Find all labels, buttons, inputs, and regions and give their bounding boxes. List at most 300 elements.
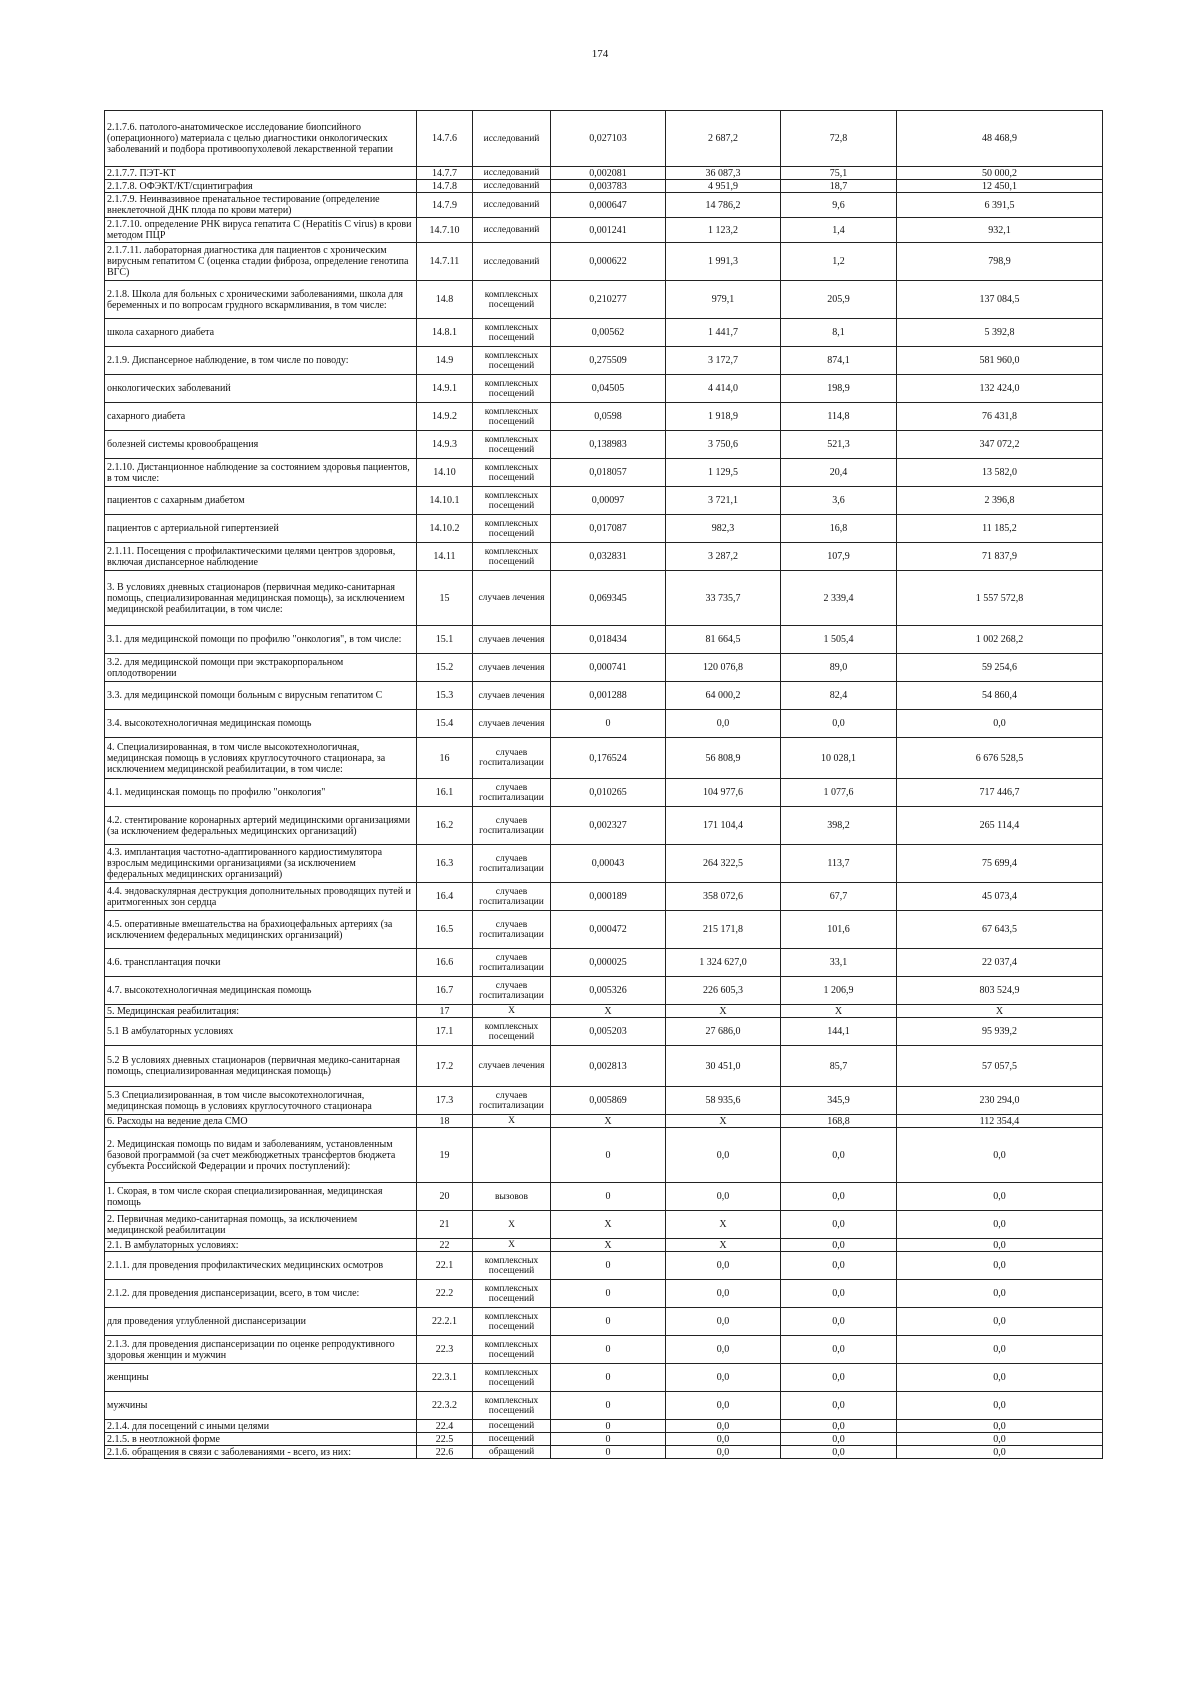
row-name: 4.6. трансплантация почки xyxy=(105,949,417,977)
row-unit: комплексных посещений xyxy=(473,431,551,459)
row-unit: исследований xyxy=(473,193,551,218)
row-cost: 0,0 xyxy=(666,1280,781,1308)
row-per-capita: 0,0 xyxy=(781,1308,897,1336)
row-code: 16.4 xyxy=(417,883,473,911)
row-unit: случаев лечения xyxy=(473,1046,551,1087)
row-name: 2.1.7.11. лабораторная диагностика для пациентов с хроническим вирусным гепатитом С (оценка стадии фиброза, определение генотипа ВГС) xyxy=(105,243,417,281)
row-volume: 0,005869 xyxy=(551,1087,666,1115)
row-unit: X xyxy=(473,1115,551,1128)
row-unit: комплексных посещений xyxy=(473,1392,551,1420)
row-volume: 0,005326 xyxy=(551,977,666,1005)
row-code: 15.2 xyxy=(417,654,473,682)
row-name: 3.4. высокотехнологичная медицинская помощь xyxy=(105,710,417,738)
table-row xyxy=(105,193,1103,218)
row-total: 230 294,0 xyxy=(897,1087,1103,1115)
row-cost: 3 172,7 xyxy=(666,347,781,375)
row-code: 16.3 xyxy=(417,845,473,883)
row-volume: 0,002081 xyxy=(551,167,666,180)
row-name: 2.1.4. для посещений с иными целями xyxy=(105,1420,417,1433)
row-code: 14.7.6 xyxy=(417,111,473,167)
table-row xyxy=(105,281,1103,319)
row-cost: 0,0 xyxy=(666,1128,781,1183)
row-code: 22.3.2 xyxy=(417,1392,473,1420)
row-volume: 0,000025 xyxy=(551,949,666,977)
row-name: 2.1.7.6. патолого-анатомическое исследование биопсийного (операционного) материала с целью диагностики онкологических заболеваний и подбора противоопухолевой лекарственной терапии xyxy=(105,111,417,167)
row-name: 2.1.2. для проведения диспансеризации, всего, в том числе: xyxy=(105,1280,417,1308)
row-total: 112 354,4 xyxy=(897,1115,1103,1128)
row-total: 54 860,4 xyxy=(897,682,1103,710)
row-code: 15 xyxy=(417,571,473,626)
row-volume: 0,000622 xyxy=(551,243,666,281)
row-per-capita: 144,1 xyxy=(781,1018,897,1046)
row-per-capita: 0,0 xyxy=(781,1364,897,1392)
row-volume: 0,000741 xyxy=(551,654,666,682)
row-per-capita: 9,6 xyxy=(781,193,897,218)
page-number: 174 xyxy=(591,48,609,60)
row-total: 0,0 xyxy=(897,1252,1103,1280)
table-row xyxy=(105,1364,1103,1392)
row-name: 3.3. для медицинской помощи больным с вирусным гепатитом С xyxy=(105,682,417,710)
row-volume: 0,00043 xyxy=(551,845,666,883)
row-unit: случаев госпитализации xyxy=(473,807,551,845)
row-code: 17 xyxy=(417,1005,473,1018)
row-name: 4.7. высокотехнологичная медицинская помощь xyxy=(105,977,417,1005)
row-total: 5 392,8 xyxy=(897,319,1103,347)
row-unit: случаев лечения xyxy=(473,682,551,710)
row-total: 11 185,2 xyxy=(897,515,1103,543)
row-code: 16.1 xyxy=(417,779,473,807)
row-cost: 120 076,8 xyxy=(666,654,781,682)
row-volume: 0,000647 xyxy=(551,193,666,218)
row-cost: 4 414,0 xyxy=(666,375,781,403)
row-unit: комплексных посещений xyxy=(473,543,551,571)
row-code: 14.11 xyxy=(417,543,473,571)
row-cost: 358 072,6 xyxy=(666,883,781,911)
row-per-capita: 18,7 xyxy=(781,180,897,193)
row-volume: 0,017087 xyxy=(551,515,666,543)
table-row xyxy=(105,347,1103,375)
row-total: 13 582,0 xyxy=(897,459,1103,487)
row-cost: 0,0 xyxy=(666,1446,781,1459)
row-name: 5.3 Специализированная, в том числе высокотехнологичная, медицинская помощь в условиях круглосуточного стационара xyxy=(105,1087,417,1115)
row-unit: комплексных посещений xyxy=(473,281,551,319)
row-code: 14.7.9 xyxy=(417,193,473,218)
row-unit: случаев лечения xyxy=(473,571,551,626)
row-unit: комплексных посещений xyxy=(473,459,551,487)
row-volume: 0,000472 xyxy=(551,911,666,949)
row-volume: 0,005203 xyxy=(551,1018,666,1046)
row-code: 19 xyxy=(417,1128,473,1183)
table-row xyxy=(105,1239,1103,1252)
table-row xyxy=(105,654,1103,682)
row-code: 15.3 xyxy=(417,682,473,710)
row-per-capita: 0,0 xyxy=(781,1336,897,1364)
row-unit: комплексных посещений xyxy=(473,1252,551,1280)
row-code: 16.5 xyxy=(417,911,473,949)
row-volume: 0 xyxy=(551,1252,666,1280)
row-unit: комплексных посещений xyxy=(473,375,551,403)
table-row xyxy=(105,1115,1103,1128)
row-unit: комплексных посещений xyxy=(473,1364,551,1392)
row-cost: 1 324 627,0 xyxy=(666,949,781,977)
row-volume: 0,032831 xyxy=(551,543,666,571)
row-code: 14.10.2 xyxy=(417,515,473,543)
row-cost: 0,0 xyxy=(666,1364,781,1392)
row-unit: исследований xyxy=(473,167,551,180)
row-total: 45 073,4 xyxy=(897,883,1103,911)
row-code: 17.3 xyxy=(417,1087,473,1115)
row-unit: исследований xyxy=(473,218,551,243)
row-cost: 1 991,3 xyxy=(666,243,781,281)
table-row xyxy=(105,1183,1103,1211)
row-unit: случаев госпитализации xyxy=(473,845,551,883)
row-total: 0,0 xyxy=(897,1128,1103,1183)
row-per-capita: 0,0 xyxy=(781,1211,897,1239)
table-row xyxy=(105,1446,1103,1459)
row-unit: вызовов xyxy=(473,1183,551,1211)
row-volume: 0 xyxy=(551,1280,666,1308)
row-code: 22.2.1 xyxy=(417,1308,473,1336)
table-row xyxy=(105,375,1103,403)
row-per-capita: 10 028,1 xyxy=(781,738,897,779)
table-row xyxy=(105,459,1103,487)
row-unit: случаев лечения xyxy=(473,710,551,738)
row-per-capita: 1 505,4 xyxy=(781,626,897,654)
row-per-capita: 198,9 xyxy=(781,375,897,403)
row-volume: X xyxy=(551,1005,666,1018)
table-row xyxy=(105,487,1103,515)
data-table xyxy=(104,110,1103,1459)
row-name: 2.1.10. Дистанционное наблюдение за состоянием здоровья пациентов, в том числе: xyxy=(105,459,417,487)
row-code: 14.7.8 xyxy=(417,180,473,193)
row-name: 5.1 В амбулаторных условиях xyxy=(105,1018,417,1046)
row-per-capita: 0,0 xyxy=(781,1446,897,1459)
table-row xyxy=(105,319,1103,347)
row-total: 0,0 xyxy=(897,1239,1103,1252)
row-per-capita: 345,9 xyxy=(781,1087,897,1115)
row-per-capita: 3,6 xyxy=(781,487,897,515)
table-row xyxy=(105,543,1103,571)
row-volume: 0 xyxy=(551,1433,666,1446)
row-volume: 0 xyxy=(551,710,666,738)
table-row xyxy=(105,403,1103,431)
row-total: 71 837,9 xyxy=(897,543,1103,571)
row-per-capita: 75,1 xyxy=(781,167,897,180)
row-unit: случаев госпитализации xyxy=(473,1087,551,1115)
row-name: 6. Расходы на ведение дела СМО xyxy=(105,1115,417,1128)
row-per-capita: 0,0 xyxy=(781,1128,897,1183)
row-unit: комплексных посещений xyxy=(473,403,551,431)
row-per-capita: 67,7 xyxy=(781,883,897,911)
table-row xyxy=(105,167,1103,180)
row-code: 22.3 xyxy=(417,1336,473,1364)
row-cost: 27 686,0 xyxy=(666,1018,781,1046)
row-total: 0,0 xyxy=(897,1336,1103,1364)
row-name: пациентов с сахарным диабетом xyxy=(105,487,417,515)
row-per-capita: 85,7 xyxy=(781,1046,897,1087)
row-volume: 0,003783 xyxy=(551,180,666,193)
row-cost: 2 687,2 xyxy=(666,111,781,167)
table-row xyxy=(105,807,1103,845)
row-unit: случаев госпитализации xyxy=(473,779,551,807)
row-unit: комплексных посещений xyxy=(473,1280,551,1308)
row-name: 3.2. для медицинской помощи при экстракорпоральном оплодотворении xyxy=(105,654,417,682)
row-code: 18 xyxy=(417,1115,473,1128)
table-row xyxy=(105,911,1103,949)
table-row xyxy=(105,180,1103,193)
row-volume: 0,00562 xyxy=(551,319,666,347)
table-row xyxy=(105,1046,1103,1087)
row-name: 4.3. имплантация частотно-адаптированного кардиостимулятора взрослым медицинскими организациями (за исключением федеральных медицинских организаций) xyxy=(105,845,417,883)
row-code: 22.6 xyxy=(417,1446,473,1459)
row-cost: 4 951,9 xyxy=(666,180,781,193)
row-per-capita: 0,0 xyxy=(781,1252,897,1280)
table-row xyxy=(105,845,1103,883)
row-code: 16.2 xyxy=(417,807,473,845)
row-name: для проведения углубленной диспансеризации xyxy=(105,1308,417,1336)
row-total: X xyxy=(897,1005,1103,1018)
row-total: 6 676 528,5 xyxy=(897,738,1103,779)
row-code: 21 xyxy=(417,1211,473,1239)
row-unit: посещений xyxy=(473,1420,551,1433)
row-cost: 1 918,9 xyxy=(666,403,781,431)
row-per-capita: 114,8 xyxy=(781,403,897,431)
row-per-capita: 0,0 xyxy=(781,1280,897,1308)
row-total: 137 084,5 xyxy=(897,281,1103,319)
table-row xyxy=(105,1280,1103,1308)
row-volume: 0,04505 xyxy=(551,375,666,403)
row-name: 2.1.6. обращения в связи с заболеваниями - всего, из них: xyxy=(105,1446,417,1459)
table-body xyxy=(105,111,1103,1459)
row-name: онкологических заболеваний xyxy=(105,375,417,403)
row-code: 22.5 xyxy=(417,1433,473,1446)
row-code: 22.3.1 xyxy=(417,1364,473,1392)
row-volume: 0 xyxy=(551,1420,666,1433)
row-per-capita: 16,8 xyxy=(781,515,897,543)
row-cost: 0,0 xyxy=(666,1336,781,1364)
row-cost: 264 322,5 xyxy=(666,845,781,883)
row-total: 1 557 572,8 xyxy=(897,571,1103,626)
row-per-capita: 0,0 xyxy=(781,1433,897,1446)
row-per-capita: 398,2 xyxy=(781,807,897,845)
row-name: 2.1.9. Диспансерное наблюдение, в том числе по поводу: xyxy=(105,347,417,375)
row-cost: 14 786,2 xyxy=(666,193,781,218)
row-unit: обращений xyxy=(473,1446,551,1459)
row-total: 75 699,4 xyxy=(897,845,1103,883)
row-name: школа сахарного диабета xyxy=(105,319,417,347)
row-unit: посещений xyxy=(473,1433,551,1446)
row-per-capita: 113,7 xyxy=(781,845,897,883)
row-per-capita: X xyxy=(781,1005,897,1018)
row-per-capita: 101,6 xyxy=(781,911,897,949)
row-volume: 0,210277 xyxy=(551,281,666,319)
row-total: 67 643,5 xyxy=(897,911,1103,949)
row-volume: 0,001288 xyxy=(551,682,666,710)
row-name: 3. В условиях дневных стационаров (первичная медико-санитарная помощь, специализированная медицинская помощь), за исключением медицинской реабилитации, в том числе: xyxy=(105,571,417,626)
row-cost: 0,0 xyxy=(666,1392,781,1420)
row-code: 22.1 xyxy=(417,1252,473,1280)
row-name: 4. Специализированная, в том числе высокотехнологичная, медицинская помощь в условиях круглосуточного стационара, за исключением медицинской реабилитации, в том числе: xyxy=(105,738,417,779)
row-volume: X xyxy=(551,1115,666,1128)
table-row xyxy=(105,1018,1103,1046)
table-row xyxy=(105,218,1103,243)
row-name: 2.1.3. для проведения диспансеризации по оценке репродуктивного здоровья женщин и мужчин xyxy=(105,1336,417,1364)
row-code: 17.2 xyxy=(417,1046,473,1087)
row-volume: 0,069345 xyxy=(551,571,666,626)
table-row xyxy=(105,977,1103,1005)
row-total: 0,0 xyxy=(897,1183,1103,1211)
row-per-capita: 20,4 xyxy=(781,459,897,487)
row-name: 2.1.7.8. ОФЭКТ/КТ/сцинтиграфия xyxy=(105,180,417,193)
row-per-capita: 0,0 xyxy=(781,1183,897,1211)
row-per-capita: 72,8 xyxy=(781,111,897,167)
row-per-capita: 0,0 xyxy=(781,1392,897,1420)
row-total: 347 072,2 xyxy=(897,431,1103,459)
row-total: 95 939,2 xyxy=(897,1018,1103,1046)
row-unit: X xyxy=(473,1005,551,1018)
row-code: 14.8 xyxy=(417,281,473,319)
row-volume: 0,002327 xyxy=(551,807,666,845)
table-row xyxy=(105,1336,1103,1364)
row-cost: 0,0 xyxy=(666,1183,781,1211)
table-row xyxy=(105,1128,1103,1183)
row-name: 2.1.1. для проведения профилактических медицинских осмотров xyxy=(105,1252,417,1280)
row-code: 14.7.10 xyxy=(417,218,473,243)
row-per-capita: 33,1 xyxy=(781,949,897,977)
table-row xyxy=(105,738,1103,779)
row-total: 0,0 xyxy=(897,1446,1103,1459)
row-cost: 3 287,2 xyxy=(666,543,781,571)
row-volume: 0 xyxy=(551,1446,666,1459)
row-code: 15.1 xyxy=(417,626,473,654)
row-volume: X xyxy=(551,1211,666,1239)
row-code: 14.9.1 xyxy=(417,375,473,403)
row-unit: комплексных посещений xyxy=(473,1018,551,1046)
table-row xyxy=(105,682,1103,710)
row-cost: 104 977,6 xyxy=(666,779,781,807)
row-code: 17.1 xyxy=(417,1018,473,1046)
row-unit: комплексных посещений xyxy=(473,515,551,543)
row-code: 14.10 xyxy=(417,459,473,487)
table-row xyxy=(105,1308,1103,1336)
row-cost: 30 451,0 xyxy=(666,1046,781,1087)
row-cost: 36 087,3 xyxy=(666,167,781,180)
row-per-capita: 1,2 xyxy=(781,243,897,281)
row-volume: 0 xyxy=(551,1336,666,1364)
row-name: 4.1. медицинская помощь по профилю "онкология" xyxy=(105,779,417,807)
row-volume: 0,00097 xyxy=(551,487,666,515)
table-row xyxy=(105,949,1103,977)
row-per-capita: 82,4 xyxy=(781,682,897,710)
row-per-capita: 1 077,6 xyxy=(781,779,897,807)
row-cost: X xyxy=(666,1115,781,1128)
row-cost: 982,3 xyxy=(666,515,781,543)
row-name: 4.2. стентирование коронарных артерий медицинскими организациями (за исключением федеральных медицинских организаций) xyxy=(105,807,417,845)
row-code: 14.7.11 xyxy=(417,243,473,281)
row-cost: 58 935,6 xyxy=(666,1087,781,1115)
row-volume: 0 xyxy=(551,1392,666,1420)
row-cost: 1 441,7 xyxy=(666,319,781,347)
row-cost: 0,0 xyxy=(666,1420,781,1433)
row-total: 0,0 xyxy=(897,1433,1103,1446)
row-unit: случаев госпитализации xyxy=(473,977,551,1005)
row-code: 14.10.1 xyxy=(417,487,473,515)
row-per-capita: 0,0 xyxy=(781,710,897,738)
row-total: 132 424,0 xyxy=(897,375,1103,403)
table-row xyxy=(105,243,1103,281)
table-row xyxy=(105,883,1103,911)
row-unit: случаев лечения xyxy=(473,654,551,682)
table-row xyxy=(105,111,1103,167)
row-total: 717 446,7 xyxy=(897,779,1103,807)
row-total: 12 450,1 xyxy=(897,180,1103,193)
row-cost: 3 721,1 xyxy=(666,487,781,515)
row-total: 0,0 xyxy=(897,1308,1103,1336)
row-total: 0,0 xyxy=(897,1392,1103,1420)
table-row xyxy=(105,1087,1103,1115)
table-row xyxy=(105,571,1103,626)
row-per-capita: 874,1 xyxy=(781,347,897,375)
row-total: 0,0 xyxy=(897,1364,1103,1392)
table-row xyxy=(105,1252,1103,1280)
row-code: 20 xyxy=(417,1183,473,1211)
row-unit: комплексных посещений xyxy=(473,487,551,515)
row-name: женщины xyxy=(105,1364,417,1392)
row-unit: случаев госпитализации xyxy=(473,911,551,949)
row-total: 581 960,0 xyxy=(897,347,1103,375)
row-volume: 0 xyxy=(551,1364,666,1392)
row-cost: X xyxy=(666,1211,781,1239)
row-volume: 0,002813 xyxy=(551,1046,666,1087)
table-row xyxy=(105,710,1103,738)
row-per-capita: 1 206,9 xyxy=(781,977,897,1005)
row-cost: 3 750,6 xyxy=(666,431,781,459)
table-row xyxy=(105,1005,1103,1018)
row-total: 57 057,5 xyxy=(897,1046,1103,1087)
table-row xyxy=(105,515,1103,543)
row-cost: 226 605,3 xyxy=(666,977,781,1005)
row-cost: 33 735,7 xyxy=(666,571,781,626)
table-row xyxy=(105,1420,1103,1433)
row-name: 2.1.5. в неотложной форме xyxy=(105,1433,417,1446)
row-name: 5.2 В условиях дневных стационаров (первичная медико-санитарная помощь, специализированная медицинская помощь) xyxy=(105,1046,417,1087)
row-name: 5. Медицинская реабилитация: xyxy=(105,1005,417,1018)
row-volume: 0,018434 xyxy=(551,626,666,654)
row-name: сахарного диабета xyxy=(105,403,417,431)
row-total: 2 396,8 xyxy=(897,487,1103,515)
row-cost: X xyxy=(666,1239,781,1252)
row-unit: X xyxy=(473,1239,551,1252)
row-name: 2.1.8. Школа для больных с хроническими заболеваниями, школа для беременных и по вопросам грудного вскармливания, в том числе: xyxy=(105,281,417,319)
row-name: 3.1. для медицинской помощи по профилю "онкология", в том числе: xyxy=(105,626,417,654)
row-unit xyxy=(473,1128,551,1183)
row-cost: 171 104,4 xyxy=(666,807,781,845)
row-name: 2.1. В амбулаторных условиях: xyxy=(105,1239,417,1252)
row-total: 0,0 xyxy=(897,1211,1103,1239)
row-total: 932,1 xyxy=(897,218,1103,243)
row-cost: 56 808,9 xyxy=(666,738,781,779)
row-volume: 0,138983 xyxy=(551,431,666,459)
row-total: 803 524,9 xyxy=(897,977,1103,1005)
row-code: 15.4 xyxy=(417,710,473,738)
row-volume: X xyxy=(551,1239,666,1252)
row-volume: 0,275509 xyxy=(551,347,666,375)
row-cost: 81 664,5 xyxy=(666,626,781,654)
row-total: 798,9 xyxy=(897,243,1103,281)
row-cost: 1 123,2 xyxy=(666,218,781,243)
row-volume: 0,0598 xyxy=(551,403,666,431)
table-row xyxy=(105,626,1103,654)
